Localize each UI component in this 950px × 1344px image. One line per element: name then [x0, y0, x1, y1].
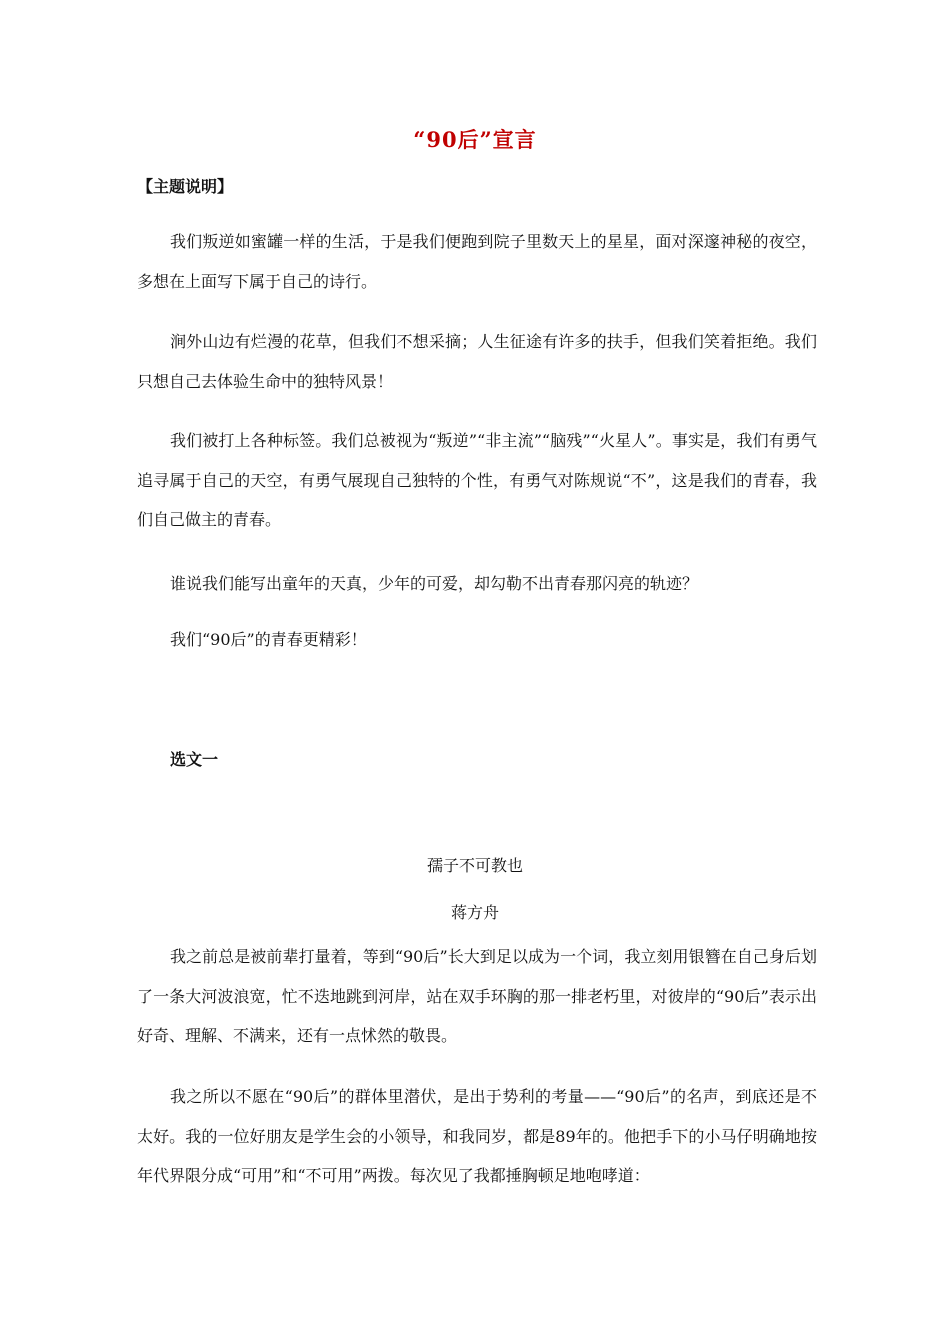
article-author: 蒋方舟 — [450, 903, 499, 922]
theme-paragraph-5: 我们“90后”的青春更精彩！ — [170, 630, 367, 649]
theme-paragraph-1: 我们叛逆如蜜罐一样的生活，于是我们便跑到院子里数天上的星星，面对深邃神秘的夜空，多想在上面写下属于自己的诗行。 — [137, 232, 817, 291]
theme-paragraph-4: 谁说我们能写出童年的天真，少年的可爱，却勾勒不出青春那闪亮的轨迹？ — [170, 574, 699, 593]
document-title: “90后”宣言 — [413, 127, 537, 152]
selection-heading: 选文一 — [170, 750, 219, 769]
article-title: 孺子不可教也 — [426, 856, 523, 875]
theme-paragraph-2: 涧外山边有烂漫的花草，但我们不想采摘；人生征途有许多的扶手，但我们笑着拒绝。我们只想自己去体验生命中的独特风景！ — [137, 332, 817, 391]
article-paragraph-2: 我之所以不愿在“90后”的群体里潜伏，是出于势利的考量——“90后”的名声，到底还是不太好。我的一位好朋友是学生会的小领导，和我同岁，都是89年的。他把手下的小马仔明确地按年代界限分成“可用”和“不可用”两拨。每次见了我都捶胸顿足地咆哮道： — [137, 1087, 817, 1185]
theme-paragraph-3: 我们被打上各种标签。我们总被视为“叛逆”“非主流”“脑残”“火星人”。事实是，我们有勇气追寻属于自己的天空，有勇气展现自己独特的个性，有勇气对陈规说“不”，这是我们的青春，我们自己做主的青春。 — [137, 431, 817, 529]
theme-heading: 【主题说明】 — [137, 177, 234, 196]
article-paragraph-1: 我之前总是被前辈打量着，等到“90后”长大到足以成为一个词，我立刻用银簪在自己身后划了一条大河波浪宽，忙不迭地跳到河岸，站在双手环胸的那一排老朽里，对彼岸的“90后”表示出好奇、理解、不满来，还有一点怵然的敬畏。 — [137, 947, 817, 1045]
